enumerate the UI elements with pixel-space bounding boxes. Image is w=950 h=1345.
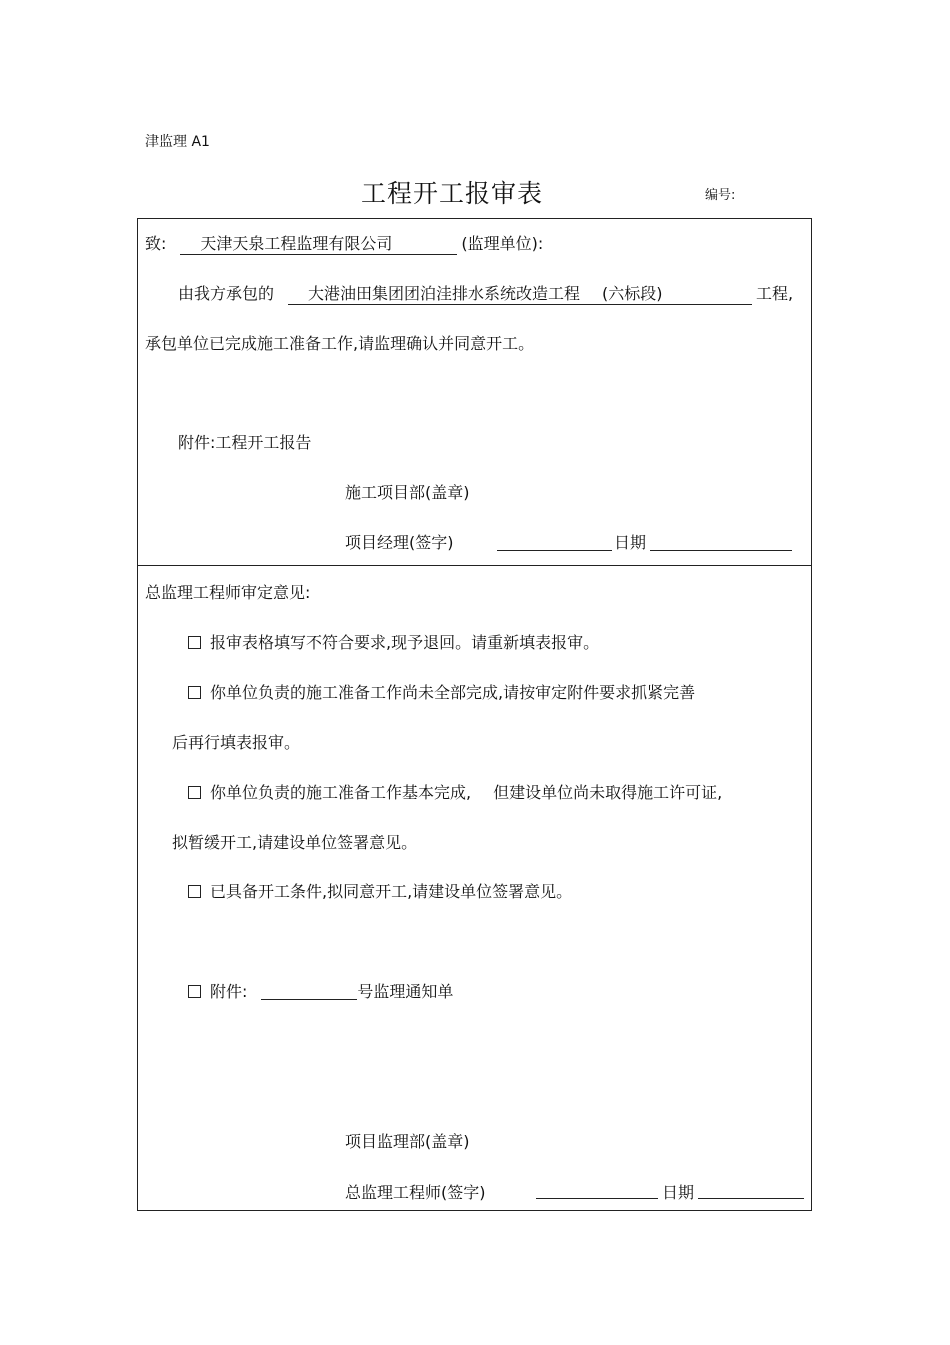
checkbox-reject[interactable]	[188, 636, 201, 649]
project-line	[178, 281, 793, 305]
review-heading: 总监理工程师审定意见:	[145, 583, 311, 602]
section-divider	[137, 565, 812, 566]
project-line-suffix: 工程,	[756, 284, 794, 303]
checkbox-incomplete[interactable]	[188, 686, 201, 699]
checkbox-approve[interactable]	[188, 885, 201, 898]
supervisor-unit-field[interactable]: 天津天泉工程监理有限公司	[180, 231, 457, 255]
project-line-prefix: 由我方承包的	[178, 284, 275, 303]
form-code: 津监理 A1	[145, 134, 210, 150]
form-table	[137, 218, 812, 1211]
chief-engineer-signature-field[interactable]	[536, 1198, 658, 1199]
manager-signature-field[interactable]	[497, 550, 612, 551]
addressee-suffix: (监理单位):	[461, 234, 544, 253]
manager-signature-label: 项目经理(签字)	[345, 533, 454, 552]
date-field[interactable]	[650, 550, 792, 551]
review-attachment-line: 附件: 号监理通知单	[188, 979, 453, 1002]
review-option-3-cont: 拟暂缓开工,请建设单位签署意见。	[172, 833, 418, 852]
project-name-field[interactable]: 大港油田集团团泊洼排水系统改造工程 (六标段)	[288, 281, 752, 305]
addressee-line	[145, 231, 543, 255]
review-option-2-cont: 后再行填表报审。	[172, 733, 301, 752]
checkbox-attachment[interactable]	[188, 985, 201, 998]
notice-number-field[interactable]	[261, 981, 357, 1000]
attachment-note: 附件:工程开工报告	[178, 433, 312, 452]
construction-dept-stamp: 施工项目部(盖章)	[345, 483, 470, 502]
chief-engineer-signature-label: 总监理工程师(签字)	[345, 1183, 486, 1202]
form-title: 工程开工报审表	[361, 179, 544, 208]
checkbox-postpone[interactable]	[188, 786, 201, 799]
review-option-3: 你单位负责的施工准备工作基本完成, 但建设单位尚未取得施工许可证,	[188, 780, 722, 803]
addressee-prefix: 致:	[145, 234, 167, 253]
review-option-4: 已具备开工条件,拟同意开工,请建设单位签署意见。	[188, 879, 572, 902]
serial-number-label: 编号:	[705, 188, 736, 203]
review-date-field[interactable]	[698, 1198, 804, 1199]
review-option-2: 你单位负责的施工准备工作尚未全部完成,请按审定附件要求抓紧完善	[188, 680, 695, 703]
supervision-dept-stamp: 项目监理部(盖章)	[345, 1132, 470, 1151]
date-label: 日期	[614, 533, 647, 552]
review-date-label: 日期	[662, 1183, 695, 1202]
completion-statement: 承包单位已完成施工准备工作,请监理确认并同意开工。	[145, 334, 535, 353]
review-option-1: 报审表格填写不符合要求,现予退回。请重新填表报审。	[188, 630, 599, 653]
